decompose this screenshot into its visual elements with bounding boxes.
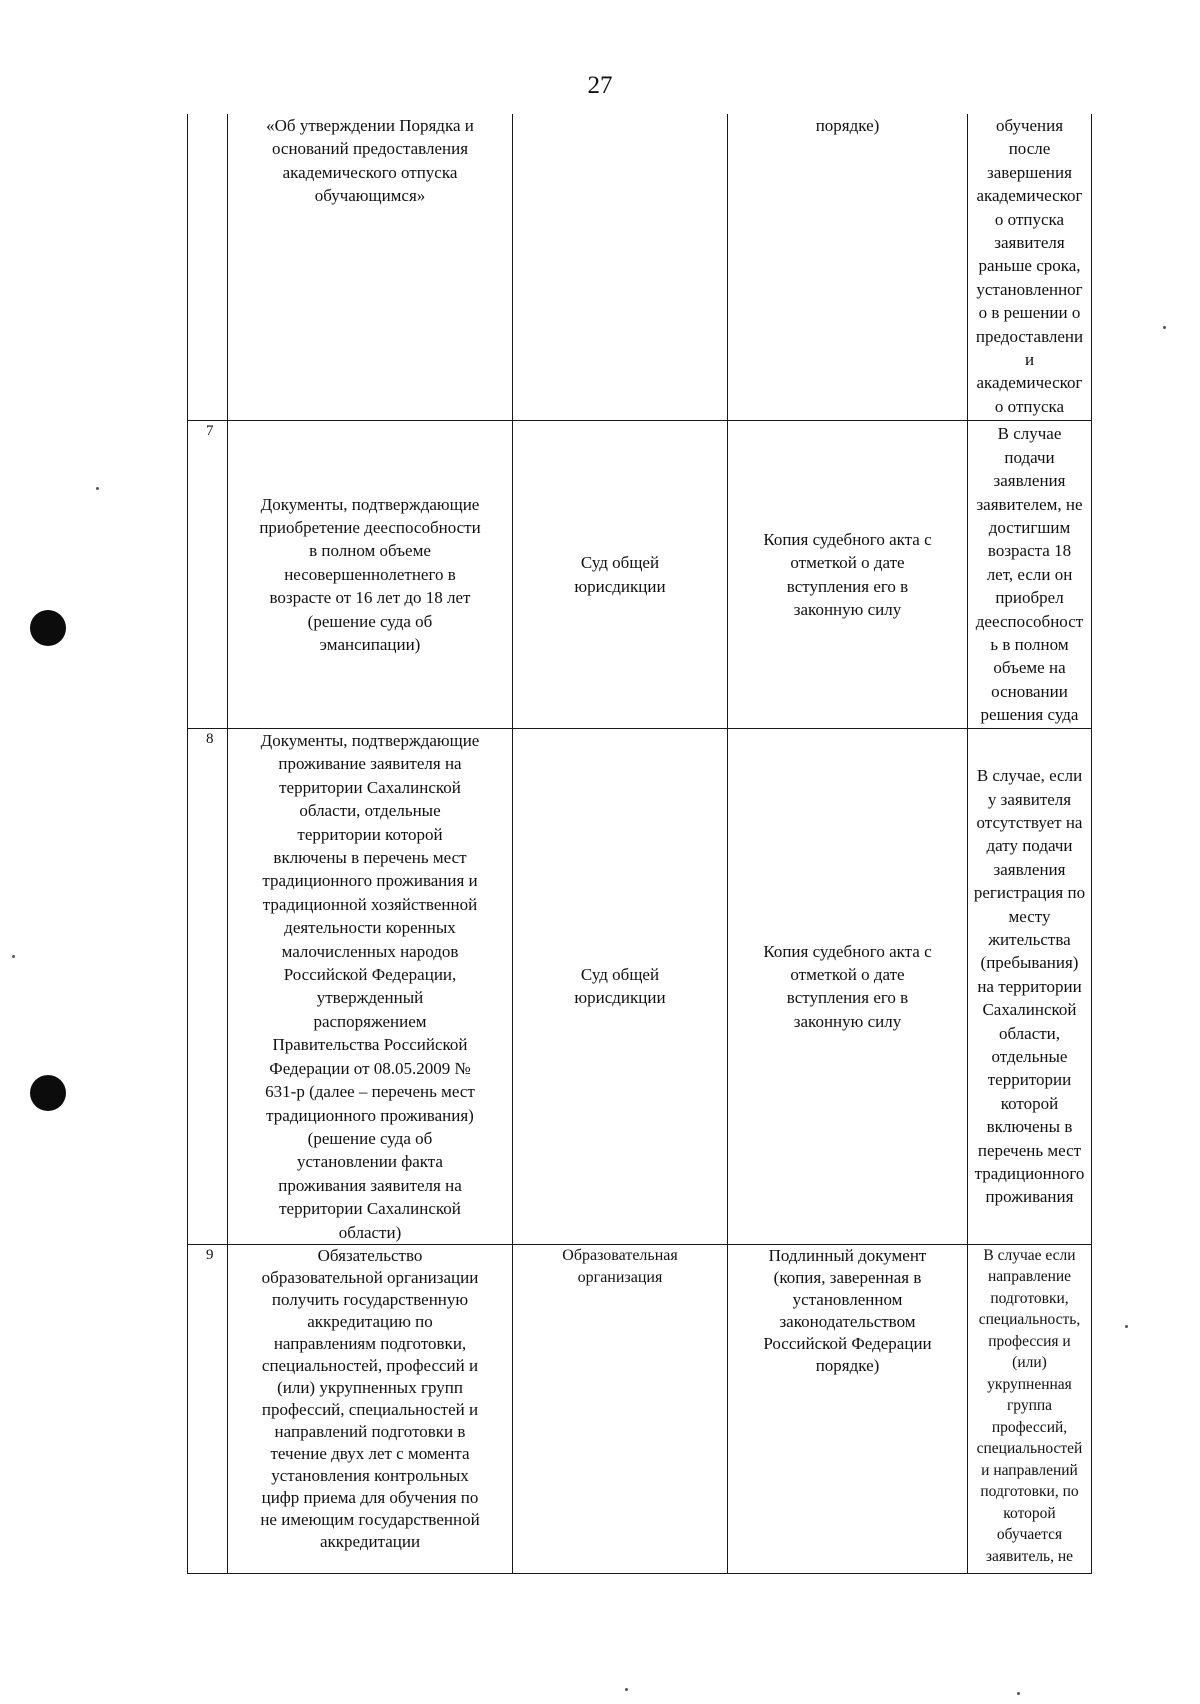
table-row xyxy=(188,421,1092,729)
scan-speck xyxy=(1163,326,1166,329)
issuer-cell: Образовательная организация xyxy=(513,1244,728,1573)
condition-cell: В случае, если у заявителя отсутствует на дату подачи заявления регистрация по месту жительства (пребывания) на территории Сахалинской области, отдельные территории которой включены в перечень мест традиционного проживания xyxy=(968,729,1092,1245)
document-name-cell: Документы, подтверждающие приобретение дееспособности в полном объеме несовершеннолетнего в возрасте от 16 лет до 18 лет (решение суда об эмансипации) xyxy=(228,421,513,729)
table-row xyxy=(188,729,1092,1245)
document-form-cell: порядке) xyxy=(728,114,968,421)
document-name-cell: Обязательство образовательной организации получить государственную аккредитацию по направлениям подготовки, специальностей, профессий и (или) укрупненных групп профессий, специальностей и направлений подготовки в течение двух лет с момента установления контрольных цифр приема для обучения по не имеющим государственной аккредитации xyxy=(228,1244,513,1573)
scan-speck xyxy=(1125,1325,1128,1328)
binder-hole-mark xyxy=(30,610,66,646)
scan-speck xyxy=(1017,1692,1020,1695)
document-name-cell: «Об утверждении Порядка и оснований предоставления академического отпуска обучающимся» xyxy=(228,114,513,421)
row-number-cell: 8 xyxy=(188,729,228,1245)
scan-speck xyxy=(96,487,99,490)
condition-cell: В случае подачи заявления заявителем, не достигшим возраста 18 лет, если он приобрел дееспособност ь в полном объеме на основании решения суда xyxy=(968,421,1092,729)
issuer-cell xyxy=(513,114,728,421)
condition-cell: обучения после завершения академическог о отпуска заявителя раньше срока, установленног о в решении о предоставлени и академическог о отпуска xyxy=(968,114,1092,421)
table-row xyxy=(188,114,1092,421)
document-form-cell: Копия судебного акта с отметкой о дате вступления его в законную силу xyxy=(728,729,968,1245)
binder-hole-mark xyxy=(30,1075,66,1111)
row-number-cell xyxy=(188,114,228,421)
document-name-cell: Документы, подтверждающие проживание заявителя на территории Сахалинской области, отдельные территории которой включены в перечень мест традиционного проживания и традиционной хозяйственной деятельности коренных малочисленных народов Российской Федерации, утвержденный распоряжением Правительства Российской Федерации от 08.05.2009 № 631-р (далее – перечень мест традиционного проживания) (решение суда об установлении факта проживания заявителя на территории Сахалинской области) xyxy=(228,729,513,1245)
row-number-cell: 7 xyxy=(188,421,228,729)
condition-cell: В случае если направление подготовки, специальность, профессия и (или) укрупненная группа профессий, специальностей и направлений подготовки, по которой обучается заявитель, не xyxy=(968,1244,1092,1573)
issuer-cell: Суд общей юрисдикции xyxy=(513,421,728,729)
scan-speck xyxy=(625,1688,628,1691)
documents-table xyxy=(187,114,1092,1574)
row-number-cell: 9 xyxy=(188,1244,228,1573)
document-form-cell: Подлинный документ (копия, заверенная в установленном законодательством Российской Федерации порядке) xyxy=(728,1244,968,1573)
scan-speck xyxy=(12,955,15,958)
table-row xyxy=(188,1244,1092,1573)
document-form-cell: Копия судебного акта с отметкой о дате вступления его в законную силу xyxy=(728,421,968,729)
issuer-cell: Суд общей юрисдикции xyxy=(513,729,728,1245)
page-number: 27 xyxy=(587,72,613,99)
